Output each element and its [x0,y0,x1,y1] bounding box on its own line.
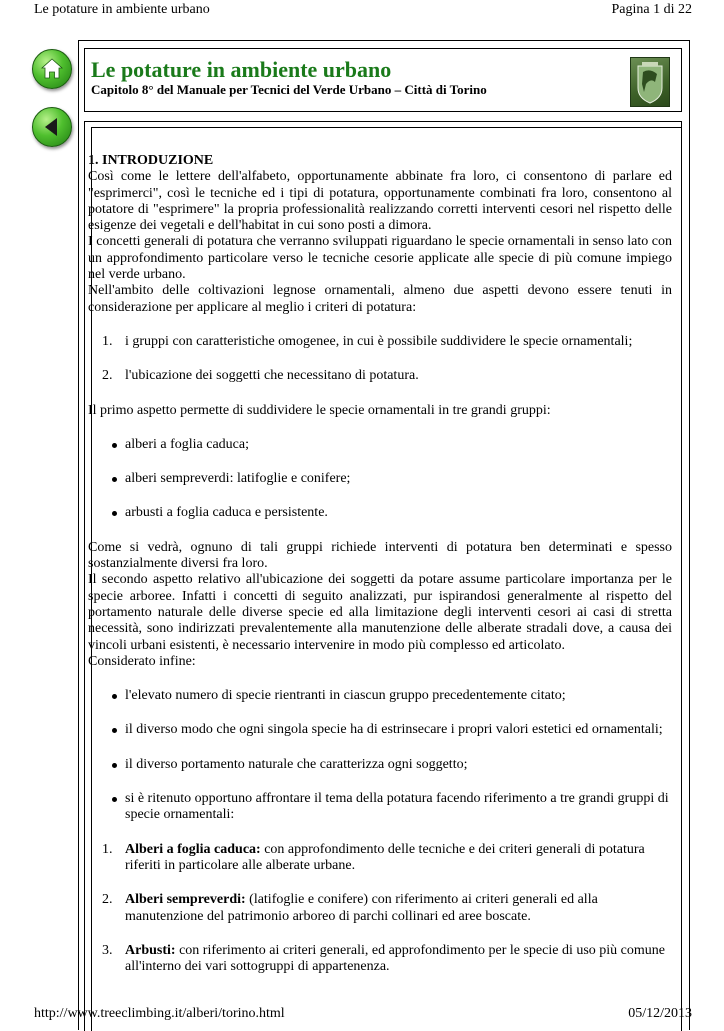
considerations-list [88,688,672,823]
list-item: si è ritenuto opportuno affrontare il tema della potatura facendo riferimento a tre grandi gruppi di specie ornamentali: [88,791,672,824]
city-crest-icon [630,57,670,107]
list-item: 3. Arbusti: con riferimento ai criteri generali, ed approfondimento per le specie di uso più comune all'interno dei vari sottogruppi di appartenenza. [102,942,665,975]
print-footer-date: 05/12/2013 [628,1006,692,1021]
list-item: alberi a foglia caduca; [88,437,672,453]
print-header-title: Le potature in ambiente urbano [34,2,210,17]
print-footer-url: http://www.treeclimbing.it/alberi/torino.html [34,1006,285,1021]
article-content [88,153,672,975]
list-item: l'elevato numero di specie rientranti in ciascun gruppo precedentemente citato; [88,688,672,704]
title-box [84,48,682,112]
print-header-page: Pagina 1 di 22 [611,2,692,17]
groups-list [88,437,672,522]
paragraph: Il primo aspetto permette di suddividere le specie ornamentali in tre grandi gruppi: [88,402,551,418]
paragraph: Considerato infine: [88,653,196,669]
list-item: alberi sempreverdi: latifoglie e conifere; [88,471,672,487]
section-heading: 1. INTRODUZIONE [88,153,214,168]
paragraph: Nell'ambito delle coltivazioni legnose ornamentali, almeno due aspetti devono essere tenuti in considerazione per applicare al meglio i criteri di potatura: [88,283,672,315]
home-button[interactable] [32,49,72,89]
list-item: 1. i gruppi con caratteristiche omogenee, in cui è possibile suddividere le specie ornamentali; [102,333,633,349]
list-item: arbusti a foglia caduca e persistente. [88,505,672,521]
list-item: il diverso modo che ogni singola specie ha di estrinsecare i propri valori estetici ed ornamentali; [88,722,672,738]
print-footer [0,1005,724,1023]
paragraph: Così come le lettere dell'alfabeto, opportunamente abbinate fra loro, ci consentono di parlare ed "esprimerci", così le tecniche ed i tipi di potatura, opportunamente combinati fra loro, consentono al potatore di "esprimere" la propria professionalità realizzando corretti interventi cesori nel rispetto delle esigenze dei vegetali e dell'habitat in cui sono posti a dimora. [88,169,672,234]
species-groups-list [88,842,672,976]
paragraph: Come si vedrà, ognuno di tali gruppi richiede interventi di potatura ben determinati e spesso sostanzialmente diversi fra loro. [88,539,672,572]
aspects-list [88,334,672,385]
page-subtitle: Capitolo 8° del Manuale per Tecnici del Verde Urbano – Città di Torino [91,82,487,97]
back-button[interactable] [32,107,72,147]
print-header [0,0,724,22]
list-item: 2. l'ubicazione dei soggetti che necessitano di potatura. [102,368,419,384]
list-item: 2. Alberi sempreverdi: (latifoglie e conifere) con riferimento ai criteri generali ed alla manutenzione del patrimonio arboreo di parchi collinari ed aree boscate. [102,892,598,924]
list-item: 1. Alberi a foglia caduca: con approfondimento delle tecniche e dei criteri generali di potatura riferiti in particolare alle alberate urbane. [102,841,645,873]
paragraph: I concetti generali di potatura che verranno sviluppati riguardano le specie ornamentali in senso lato con un approfondimento particolare verso le tecniche cesorie applicate alle specie di più comune impiego nel verde urbano. [88,234,672,283]
page-title: Le potature in ambiente urbano [91,57,392,82]
arrow-left-icon [33,108,71,146]
list-item: il diverso portamento naturale che caratterizza ogni soggetto; [88,757,672,773]
paragraph: Il secondo aspetto relativo all'ubicazione dei soggetti da potare assume particolare importanza per le specie arboree. Infatti i concetti di seguito analizzati, pur ispirandosi generalmente al rispetto del portamento naturale delle diverse specie ed alla limitazione degli interventi cesori ai casi di stretta necessità, sono indirizzati prevalentemente alla manutenzione delle alberate stradali dove, a causa dei vincoli urbani esistenti, è necessario intervenire in modo più complesso ed articolato. [88,572,672,653]
home-icon [33,50,71,88]
